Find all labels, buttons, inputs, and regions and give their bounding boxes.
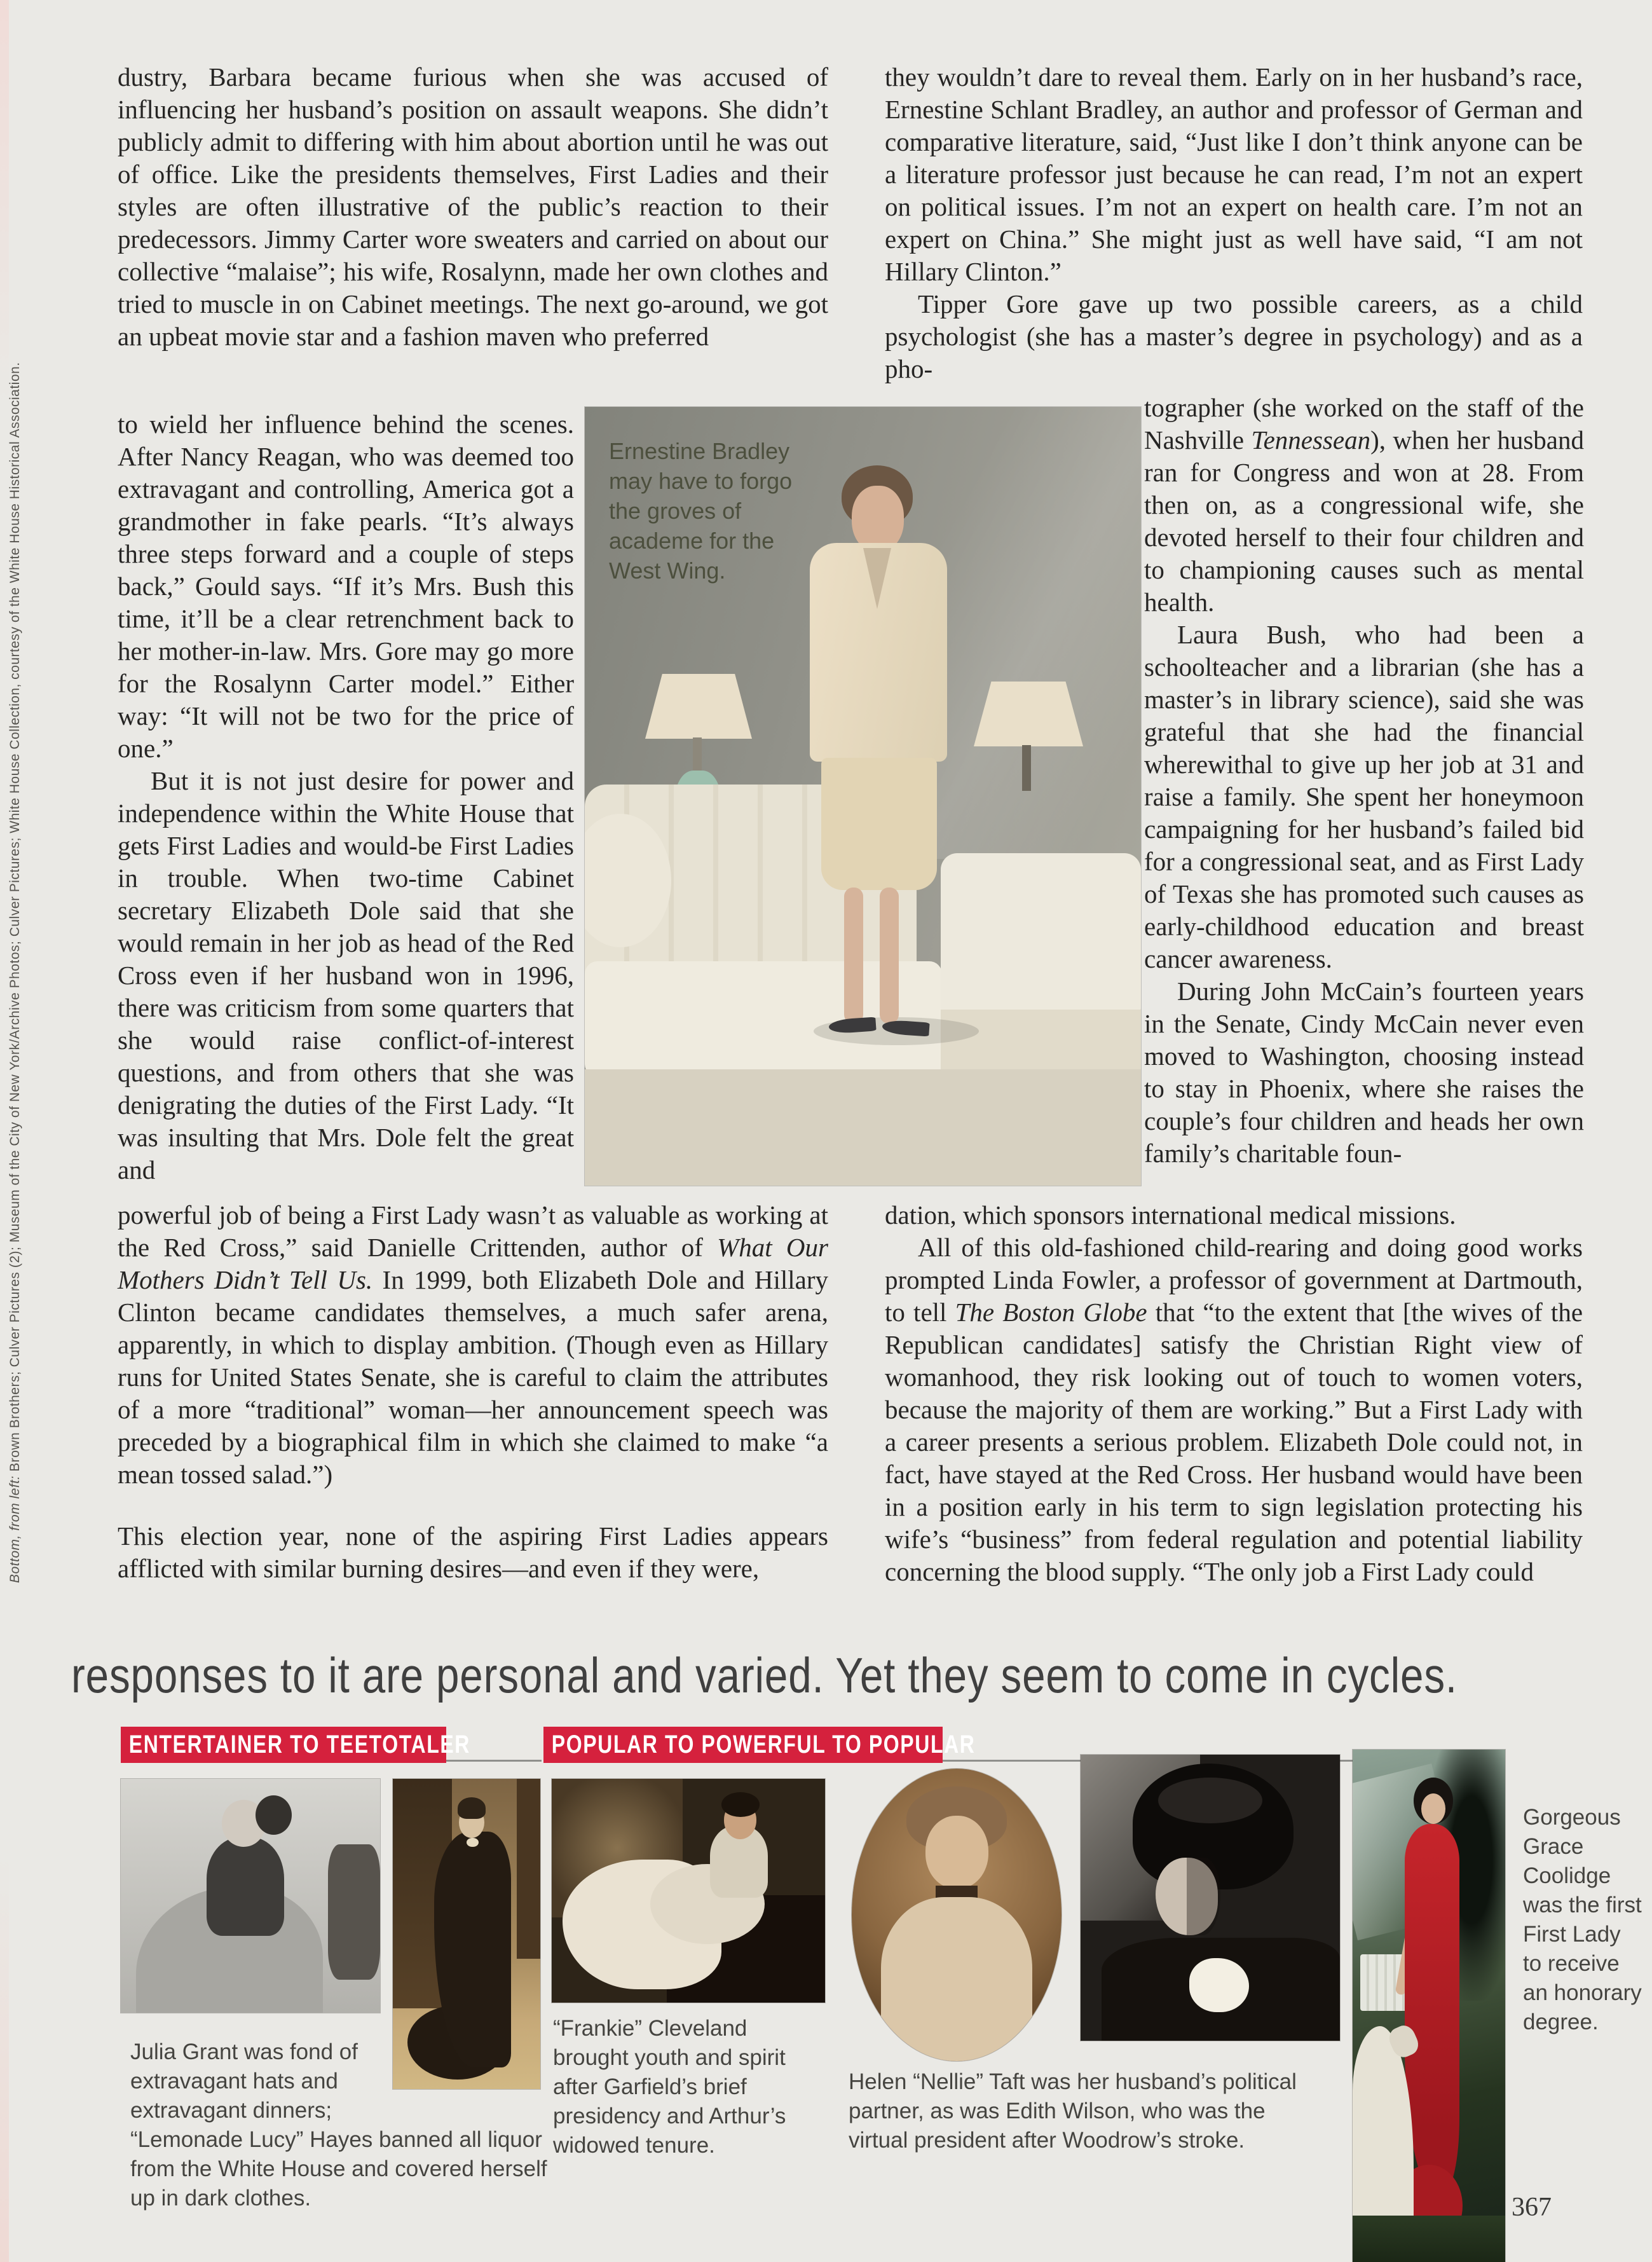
helen-taft-oval-portrait	[852, 1769, 1062, 2061]
edith-wilson-photo	[1081, 1755, 1340, 2041]
grace-face	[1421, 1793, 1445, 1824]
deck-headline: responses to it are personal and varied. Yet they seem to come in cycles.	[71, 1647, 1457, 1703]
caption-wrap-spacer	[392, 2038, 551, 2097]
main-photo-caption: Ernestine Bradley may have to forgo the groves of academe for the West Wing.	[609, 438, 793, 584]
edith-white-flower	[1189, 1958, 1249, 2013]
julia-chair	[328, 1844, 380, 1980]
figure-skirt	[821, 758, 937, 890]
julia-hair-bun	[256, 1795, 292, 1835]
lamp-right-stem	[1022, 745, 1031, 791]
ernestine-bradley-photo	[585, 407, 1141, 1186]
taft-face	[925, 1816, 988, 1889]
figure-face	[852, 486, 904, 552]
page-number: 367	[1512, 2193, 1552, 2222]
photo-credit-vertical	[8, 210, 29, 1583]
grace-grass	[1353, 2216, 1505, 2262]
section-label-entertainer-to-teetotaler: ENTERTAINER TO TEETOTALER	[121, 1727, 446, 1763]
photo-chaise	[941, 853, 1141, 1013]
figure-leg-left	[844, 888, 863, 1024]
article-column-right-narrow: tographer (she worked on the staff of the Nashville Tennessean), when her husband ran for Congress and won at 28. From then on, as a congressional wife, she devoted herself to their four children and to championing causes such as mental health. Laura Bush, who had been a schoolteacher and a librarian (she has a master’s in library science), said she was grateful that she had the financial wherewithal to give up her job at 31 and raise a family. She spent her honeymoon campaigning for her husband’s failed bid for a congressional seat, and as First Lady of Texas she has promoted such causes as early-childhood education and breast cancer awareness. During John McCain’s fourteen years in the Senate, Cindy McCain never even moved to Washington, choosing instead to stay in Phoenix, where she raises the couple’s four children and heads her own family’s charitable foun-	[1144, 393, 1585, 1168]
caption-frankie-cleveland: “Frankie” Cleveland brought youth and spirit after Garfield’s brief presidency and Arthur’s widowed tenure.	[553, 2016, 786, 2158]
credit-rest: Brown Brothers; Culver Pictures (2); Museum of the City of New York/Archive Photos; Culver Pictures; White House Collection, courtesy of the White House Historical Association.	[8, 362, 22, 1476]
caption-helen-taft: Helen “Nellie” Taft was her husband’s political partner, as was Edith Wilson, who was the virtual president after Woodrow’s stroke.	[849, 2069, 1297, 2153]
edith-hat-fold	[1158, 1778, 1262, 1823]
article-column-left-narrow: to wield her influence behind the scenes. After Nancy Reagan, who was deemed too extravagant and controlling, America got a grandmother in fake pearls. “It’s always three steps forward and a couple of steps back,” Gould says. “If it’s Mrs. Bush this time, it’ll be a clear retrenchment back to her mother-in-law. Mrs. Gore may go more for the Rosalynn Carter model.” Either way: “It will not be two for the price of one.” But it is not just desire for power and independence within the White House that gets First Ladies and would-be First Ladies in trouble. When two-time Cabinet secretary Elizabeth Dole said that she would remain in her job as head of the Red Cross even if her husband won in 1996, there was criticism from some quarters that she would raise conflict-of-interest questions, and from others that she was denigrating the duties of the First Lady. “It was insulting that Mrs. Dole felt the great and	[118, 409, 574, 1184]
lucy-collar	[467, 1838, 479, 1847]
photo-floor	[585, 1069, 1141, 1186]
grace-coolidge-painting	[1353, 1750, 1505, 2262]
frankie-hair	[721, 1792, 760, 1817]
section-label-popular-to-powerful: POPULAR TO POWERFUL TO POPULAR	[543, 1727, 943, 1763]
credit-lead: Bottom, from left:	[8, 1476, 22, 1583]
edith-face-shadow	[1187, 1858, 1220, 1935]
lamp-left-stem	[693, 737, 702, 773]
article-column-left-bottom: powerful job of being a First Lady wasn’t as valuable as working at the Red Cross,” said Danielle Crittenden, author of What Our Mothers Didn’t Tell Us. In 1999, both Elizabeth Dole and Hillary Clinton became candidates themselves, a much safer arena, apparently, in which to display ambition. (Though even as Hillary runs for United States Senate, she is careful to claim the attributes of a more “traditional” woman—her announcement speech was preceded by a biographical film in which she claimed to make “a mean tossed salad.”) This election year, none of the aspiring First Ladies appears afflicted with similar burning desires—and even if they were,	[118, 1200, 828, 1583]
caption-julia-grant: Julia Grant was fond of extravagant hats and extravagant dinners; “Lemonade Lucy” Hayes banned all liquor from the White House and covered herself up in dark clothes.	[130, 2038, 551, 2213]
julia-bodice	[207, 1837, 284, 1936]
article-column-right-bottom: dation, which sponsors international medical missions. All of this old-fashioned child-rearing and doing good works prompted Linda Fowler, a professor of government at Dartmouth, to tell The Boston Globe that “to the extent that [the wives of the Republican candidates] satisfy the Christian Right view of womanhood, they risk looking out of touch to women voters, because the majority of them are working.” But a First Lady with a career presents a serious problem. Elizabeth Dole could not, in fact, have stayed at the Red Cross. Her husband would have been in a position early in his term to sign legislation protecting his wife’s “business” from federal regulation and potential liability concerning the blood supply. “The only job a First Lady could	[885, 1200, 1583, 1586]
article-column-left-top: dustry, Barbara became furious when she was accused of influencing her husband’s position on assault weapons. She didn’t publicly admit to differing with him about abortion until he was out of office. Like the presidents themselves, First Ladies and their styles are often illustrative of the public’s reaction to their predecessors. Jimmy Carter wore sweaters and carried on about our collective “malaise”; his wife, Rosalynn, made her own clothes and tried to muscle in on Cabinet meetings. The next go-around, we got an upbeat movie star and a fashion maven who preferred	[118, 62, 828, 351]
taft-lace-dress	[881, 1897, 1032, 2061]
caption-grace-coolidge: Gorgeous Grace Coolidge was the first First Lady to receive an honorary degree.	[1523, 1805, 1642, 2034]
julia-grant-photo	[121, 1779, 380, 2013]
lucy-column	[517, 1779, 540, 1959]
figure-leg-right	[880, 888, 899, 1024]
lamp-right-shade	[974, 682, 1083, 746]
article-column-right-top: they wouldn’t dare to reveal them. Early on in her husband’s race, Ernestine Schlant Bradley, an author and professor of German and comparative literature, said, “Just like I don’t think anyone can be a literature professor just because he can read, I’m not an expert on political issues. I’m not an expert on health care. I’m not an expert on China.” She might just as well have said, “I am not Hillary Clinton.” Tipper Gore gave up two possible careers, as a child psychologist (she has a master’s degree in psychology) and as a pho-	[885, 62, 1583, 383]
frankie-cleveland-photo	[552, 1779, 825, 2003]
lucy-hair	[458, 1797, 486, 1819]
section-rule-left	[446, 1760, 542, 1762]
lamp-left-shade	[645, 674, 752, 739]
